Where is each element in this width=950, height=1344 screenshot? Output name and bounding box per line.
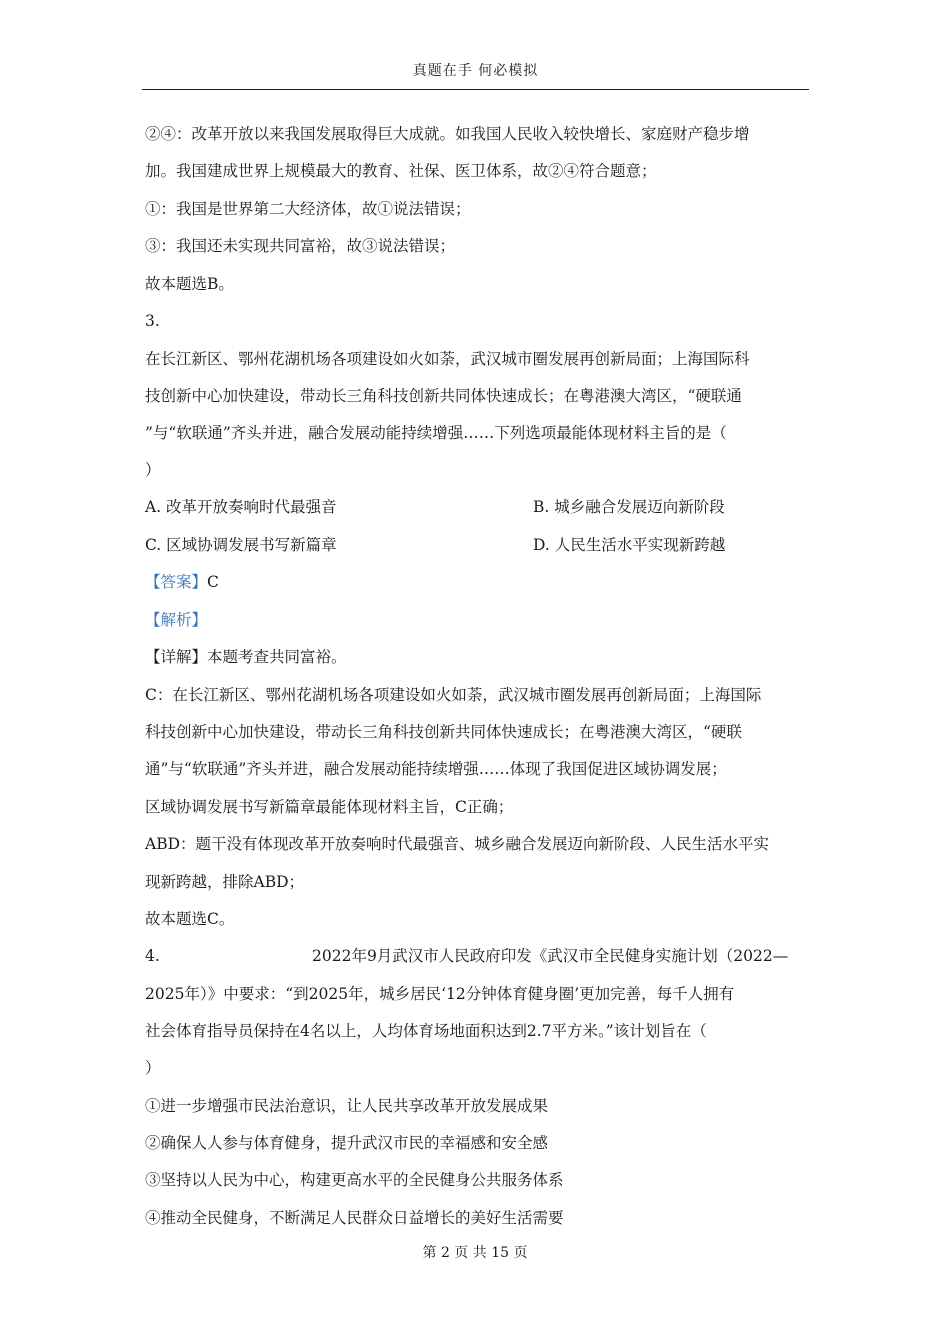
question-text: 社会体育指导员保持在4名以上，人均体育场地面积达到2.7平方米。”该计划旨在（ <box>145 1022 707 1040</box>
explanation-text: ABD：题干没有体现改革开放奏响时代最强音、城乡融合发展迈向新阶段、人民生活水平实 <box>145 835 770 853</box>
detail-line: 【详解】本题考查共同富裕。 <box>145 648 347 666</box>
statement-item: ③坚持以人民为中心，构建更高水平的全民健身公共服务体系 <box>145 1171 564 1189</box>
question-text: ”与“软联通”齐头并进，融合发展动能持续增强……下列选项最能体现材料主旨的是（ <box>145 424 727 442</box>
page-header-title: 真题在手 何必模拟 <box>412 63 539 79</box>
answer-value: C <box>207 573 219 591</box>
text-line: ③：我国还未实现共同富裕，故③说法错误； <box>145 237 456 255</box>
explanation-text: 通”与“软联通”齐头并进，融合发展动能持续增强……体现了我国促进区域协调发展； <box>145 760 727 778</box>
question-number: 3. <box>145 312 160 330</box>
text-line: ①：我国是世界第二大经济体，故①说法错误； <box>145 200 471 218</box>
text-line: ②④：改革开放以来我国发展取得巨大成就。如我国人民收入较快增长、家庭财产稳步增 <box>145 125 750 143</box>
answer-row <box>145 572 219 592</box>
option-a: A. 改革开放奏响时代最强音 <box>145 498 337 516</box>
explanation-text: 现新跨越，排除ABD； <box>145 873 305 891</box>
question-text: 2022年9月武汉市人民政府印发《武汉市全民健身实施计划（2022— <box>312 947 789 965</box>
option-c: C. 区域协调发展书写新篇章 <box>145 536 337 554</box>
question-text: 技创新中心加快建设，带动长三角科技创新共同体快速成长；在粤港澳大湾区，“硬联通 <box>145 387 742 405</box>
question-text: ） <box>145 1059 161 1077</box>
explanation-text: 故本题选C。 <box>145 910 235 928</box>
statement-item: ①进一步增强市民法治意识，让人民共享改革开放发展成果 <box>145 1097 549 1115</box>
text-line: 加。我国建成世界上规模最大的教育、社保、医卫体系，故②④符合题意； <box>145 162 657 180</box>
text-line: 故本题选B。 <box>145 275 234 293</box>
question-number: 4. <box>145 947 160 965</box>
statement-item: ④推动全民健身，不断满足人民群众日益增长的美好生活需要 <box>145 1209 564 1227</box>
option-d: D. 人民生活水平实现新跨越 <box>533 536 726 554</box>
question-text: ） <box>145 461 161 479</box>
statement-item: ②确保人人参与体育健身，提升武汉市民的幸福感和安全感 <box>145 1134 549 1152</box>
question-text: 2025年）》中要求：“到2025年，城乡居民‘12分钟体育健身圈’更加完善，每千人拥有 <box>145 985 735 1003</box>
explanation-text: 区域协调发展书写新篇章最能体现材料主旨，C正确； <box>145 798 514 816</box>
question-text: 在长江新区、鄂州花湖机场各项建设如火如荼，武汉城市圈发展再创新局面；上海国际科 <box>145 350 750 368</box>
answer-label: 【答案】 <box>145 573 208 591</box>
header-divider <box>142 89 809 90</box>
explanation-text: 科技创新中心加快建设，带动长三角科技创新共同体快速成长；在粤港澳大湾区，“硬联 <box>145 723 742 741</box>
page-number: 第 2 页 共 15 页 <box>422 1245 528 1261</box>
analysis-label: 【解析】 <box>145 611 208 629</box>
explanation-text: C：在长江新区、鄂州花湖机场各项建设如火如荼，武汉城市圈发展再创新局面；上海国际 <box>145 686 762 704</box>
option-b: B. 城乡融合发展迈向新阶段 <box>533 498 725 516</box>
